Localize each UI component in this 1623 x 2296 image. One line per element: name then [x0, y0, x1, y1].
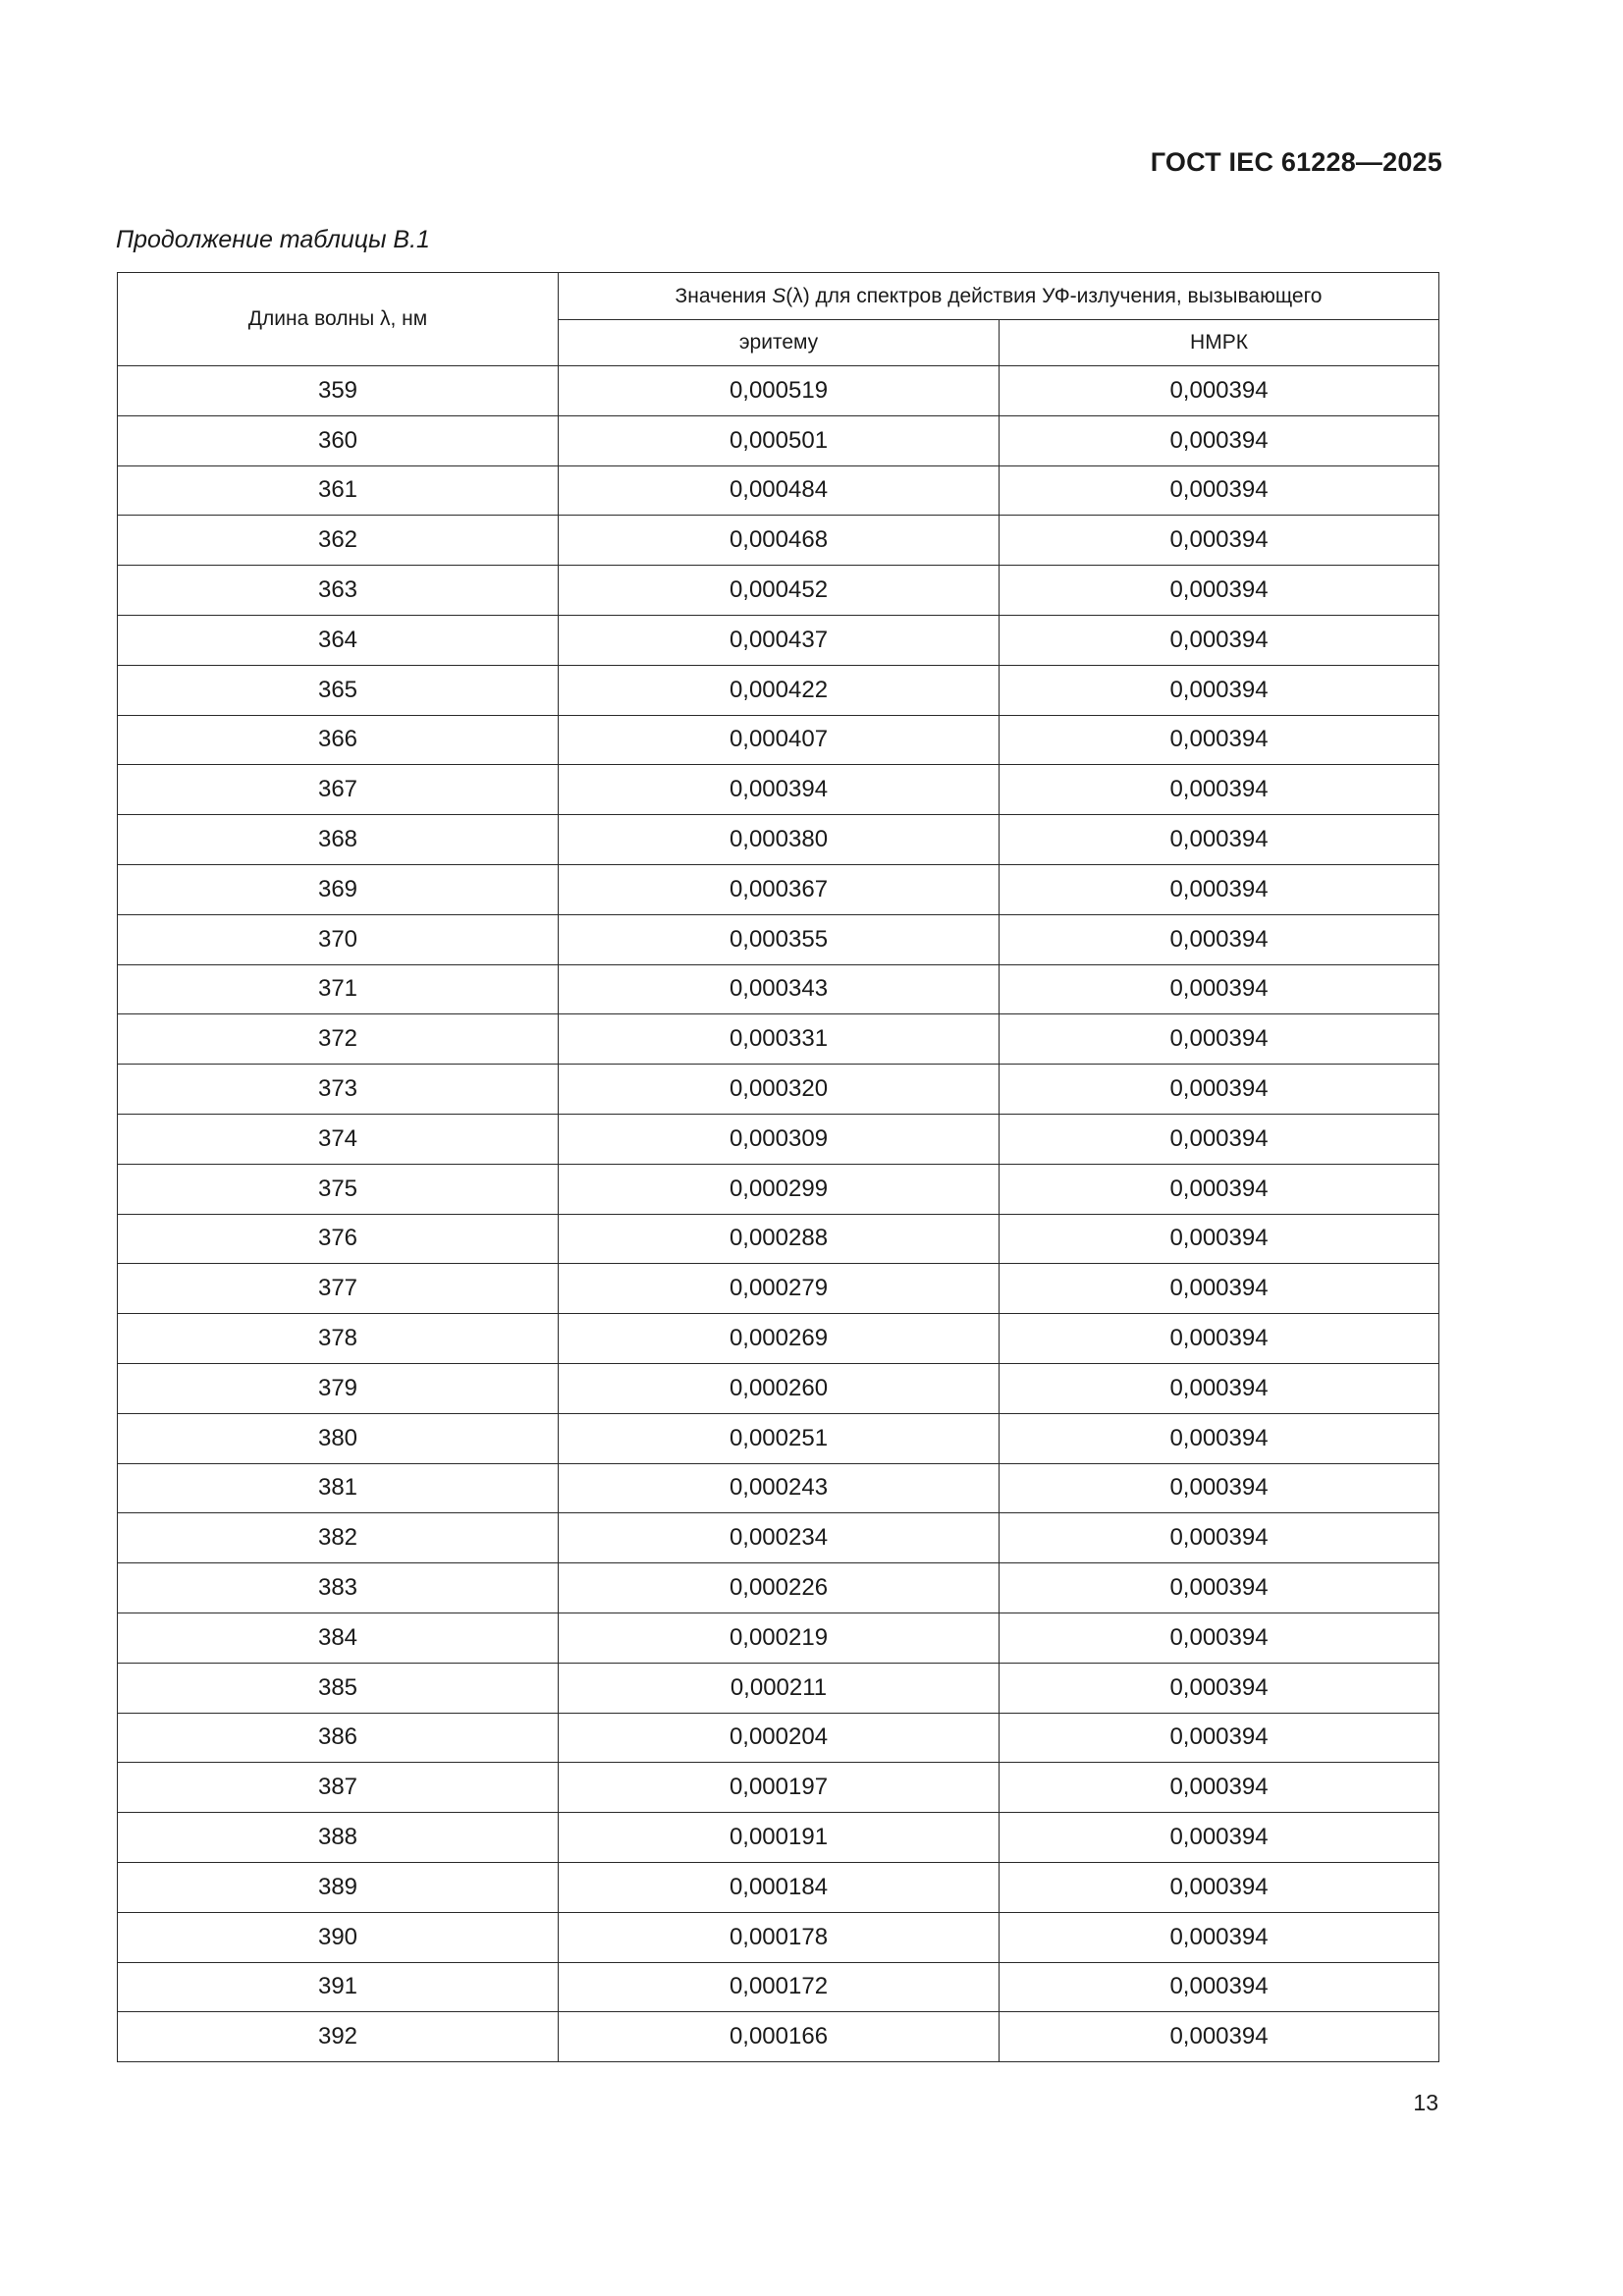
cell-wavelength: 380 [118, 1413, 559, 1463]
table-row [118, 1065, 1439, 1115]
cell-wavelength: 375 [118, 1164, 559, 1214]
cell-erythema: 0,000260 [559, 1363, 1000, 1413]
cell-nmrk: 0,000394 [1000, 964, 1439, 1014]
cell-nmrk: 0,000394 [1000, 1663, 1439, 1713]
cell-wavelength: 367 [118, 765, 559, 815]
page-number: 13 [1413, 2090, 1438, 2115]
cell-nmrk: 0,000394 [1000, 665, 1439, 715]
cell-nmrk: 0,000394 [1000, 1763, 1439, 1813]
cell-wavelength: 392 [118, 2012, 559, 2062]
cell-nmrk: 0,000394 [1000, 864, 1439, 914]
table-caption: Продолжение таблицы В.1 [116, 226, 430, 253]
table-row [118, 1663, 1439, 1713]
table-row [118, 516, 1439, 566]
table-row [118, 1214, 1439, 1264]
cell-erythema: 0,000331 [559, 1014, 1000, 1065]
table-row [118, 1713, 1439, 1763]
table-row [118, 465, 1439, 516]
cell-nmrk: 0,000394 [1000, 1014, 1439, 1065]
cell-erythema: 0,000172 [559, 1962, 1000, 2012]
table-row [118, 1463, 1439, 1513]
cell-wavelength: 383 [118, 1563, 559, 1613]
cell-nmrk: 0,000394 [1000, 914, 1439, 964]
cell-wavelength: 360 [118, 415, 559, 465]
table-row [118, 765, 1439, 815]
cell-erythema: 0,000184 [559, 1862, 1000, 1912]
table-row [118, 1813, 1439, 1863]
cell-nmrk: 0,000394 [1000, 1363, 1439, 1413]
cell-wavelength: 377 [118, 1264, 559, 1314]
cell-erythema: 0,000501 [559, 415, 1000, 465]
cell-wavelength: 378 [118, 1314, 559, 1364]
cell-erythema: 0,000452 [559, 566, 1000, 616]
cell-erythema: 0,000243 [559, 1463, 1000, 1513]
cell-erythema: 0,000269 [559, 1314, 1000, 1364]
cell-wavelength: 362 [118, 516, 559, 566]
column-header-group [559, 273, 1439, 320]
table-row [118, 1613, 1439, 1663]
table-row [118, 1264, 1439, 1314]
cell-wavelength: 365 [118, 665, 559, 715]
table-body [118, 366, 1439, 2062]
table-row [118, 1363, 1439, 1413]
cell-nmrk: 0,000394 [1000, 566, 1439, 616]
cell-nmrk: 0,000394 [1000, 765, 1439, 815]
cell-wavelength: 391 [118, 1962, 559, 2012]
cell-nmrk: 0,000394 [1000, 516, 1439, 566]
cell-erythema: 0,000191 [559, 1813, 1000, 1863]
document-designation: ГОСТ IEC 61228—2025 [1150, 147, 1442, 177]
cell-erythema: 0,000407 [559, 715, 1000, 765]
cell-erythema: 0,000355 [559, 914, 1000, 964]
cell-erythema: 0,000519 [559, 366, 1000, 416]
table-row [118, 1164, 1439, 1214]
cell-nmrk: 0,000394 [1000, 1314, 1439, 1364]
cell-nmrk: 0,000394 [1000, 1912, 1439, 1962]
cell-erythema: 0,000380 [559, 815, 1000, 865]
cell-nmrk: 0,000394 [1000, 1065, 1439, 1115]
cell-nmrk: 0,000394 [1000, 715, 1439, 765]
column-header-wavelength: Длина волны λ, нм [118, 273, 559, 366]
cell-wavelength: 387 [118, 1763, 559, 1813]
cell-wavelength: 374 [118, 1114, 559, 1164]
table-row [118, 2012, 1439, 2062]
cell-wavelength: 366 [118, 715, 559, 765]
group-suffix: (λ) для спектров действия УФ-излучения, вызывающего [785, 284, 1323, 307]
cell-wavelength: 359 [118, 366, 559, 416]
cell-nmrk: 0,000394 [1000, 2012, 1439, 2062]
cell-wavelength: 384 [118, 1613, 559, 1663]
table-row [118, 1513, 1439, 1563]
cell-wavelength: 385 [118, 1663, 559, 1713]
table-row [118, 815, 1439, 865]
cell-wavelength: 390 [118, 1912, 559, 1962]
cell-wavelength: 371 [118, 964, 559, 1014]
cell-nmrk: 0,000394 [1000, 1613, 1439, 1663]
cell-nmrk: 0,000394 [1000, 1813, 1439, 1863]
table-row [118, 566, 1439, 616]
table-row [118, 864, 1439, 914]
cell-erythema: 0,000166 [559, 2012, 1000, 2062]
cell-erythema: 0,000226 [559, 1563, 1000, 1613]
table-row [118, 1862, 1439, 1912]
cell-erythema: 0,000279 [559, 1264, 1000, 1314]
cell-wavelength: 368 [118, 815, 559, 865]
column-header-nmrk: НМРК [1000, 320, 1439, 366]
table-row [118, 1763, 1439, 1813]
cell-wavelength: 386 [118, 1713, 559, 1763]
cell-wavelength: 369 [118, 864, 559, 914]
cell-nmrk: 0,000394 [1000, 1214, 1439, 1264]
group-prefix: Значения [675, 284, 773, 307]
cell-erythema: 0,000394 [559, 765, 1000, 815]
cell-erythema: 0,000367 [559, 864, 1000, 914]
cell-wavelength: 372 [118, 1014, 559, 1065]
cell-erythema: 0,000219 [559, 1613, 1000, 1663]
cell-wavelength: 376 [118, 1214, 559, 1264]
cell-erythema: 0,000197 [559, 1763, 1000, 1813]
cell-nmrk: 0,000394 [1000, 1413, 1439, 1463]
cell-erythema: 0,000288 [559, 1214, 1000, 1264]
spectral-values-table [117, 272, 1439, 2062]
table-row [118, 615, 1439, 665]
cell-erythema: 0,000437 [559, 615, 1000, 665]
cell-wavelength: 379 [118, 1363, 559, 1413]
table-row [118, 1314, 1439, 1364]
cell-nmrk: 0,000394 [1000, 1962, 1439, 2012]
cell-nmrk: 0,000394 [1000, 366, 1439, 416]
table-row [118, 665, 1439, 715]
cell-nmrk: 0,000394 [1000, 815, 1439, 865]
cell-erythema: 0,000234 [559, 1513, 1000, 1563]
cell-wavelength: 381 [118, 1463, 559, 1513]
cell-erythema: 0,000251 [559, 1413, 1000, 1463]
cell-nmrk: 0,000394 [1000, 415, 1439, 465]
table-row [118, 914, 1439, 964]
cell-wavelength: 382 [118, 1513, 559, 1563]
cell-wavelength: 361 [118, 465, 559, 516]
cell-wavelength: 389 [118, 1862, 559, 1912]
table-row [118, 366, 1439, 416]
cell-wavelength: 373 [118, 1065, 559, 1115]
cell-nmrk: 0,000394 [1000, 1463, 1439, 1513]
cell-nmrk: 0,000394 [1000, 1713, 1439, 1763]
cell-erythema: 0,000299 [559, 1164, 1000, 1214]
table-row [118, 1014, 1439, 1065]
cell-erythema: 0,000343 [559, 964, 1000, 1014]
cell-erythema: 0,000484 [559, 465, 1000, 516]
cell-nmrk: 0,000394 [1000, 1563, 1439, 1613]
cell-erythema: 0,000468 [559, 516, 1000, 566]
table-row [118, 1912, 1439, 1962]
table-row [118, 1413, 1439, 1463]
cell-wavelength: 388 [118, 1813, 559, 1863]
cell-wavelength: 363 [118, 566, 559, 616]
table-row [118, 1962, 1439, 2012]
column-header-erythema: эритему [559, 320, 1000, 366]
cell-erythema: 0,000422 [559, 665, 1000, 715]
cell-nmrk: 0,000394 [1000, 1114, 1439, 1164]
cell-wavelength: 364 [118, 615, 559, 665]
cell-nmrk: 0,000394 [1000, 465, 1439, 516]
table-row [118, 964, 1439, 1014]
cell-wavelength: 370 [118, 914, 559, 964]
cell-erythema: 0,000309 [559, 1114, 1000, 1164]
cell-nmrk: 0,000394 [1000, 1164, 1439, 1214]
cell-erythema: 0,000211 [559, 1663, 1000, 1713]
cell-nmrk: 0,000394 [1000, 615, 1439, 665]
table-row [118, 415, 1439, 465]
cell-nmrk: 0,000394 [1000, 1513, 1439, 1563]
table-row [118, 1114, 1439, 1164]
cell-nmrk: 0,000394 [1000, 1862, 1439, 1912]
group-symbol: S [772, 284, 786, 307]
table-row [118, 1563, 1439, 1613]
table-row [118, 715, 1439, 765]
cell-nmrk: 0,000394 [1000, 1264, 1439, 1314]
cell-erythema: 0,000178 [559, 1912, 1000, 1962]
cell-erythema: 0,000204 [559, 1713, 1000, 1763]
cell-erythema: 0,000320 [559, 1065, 1000, 1115]
